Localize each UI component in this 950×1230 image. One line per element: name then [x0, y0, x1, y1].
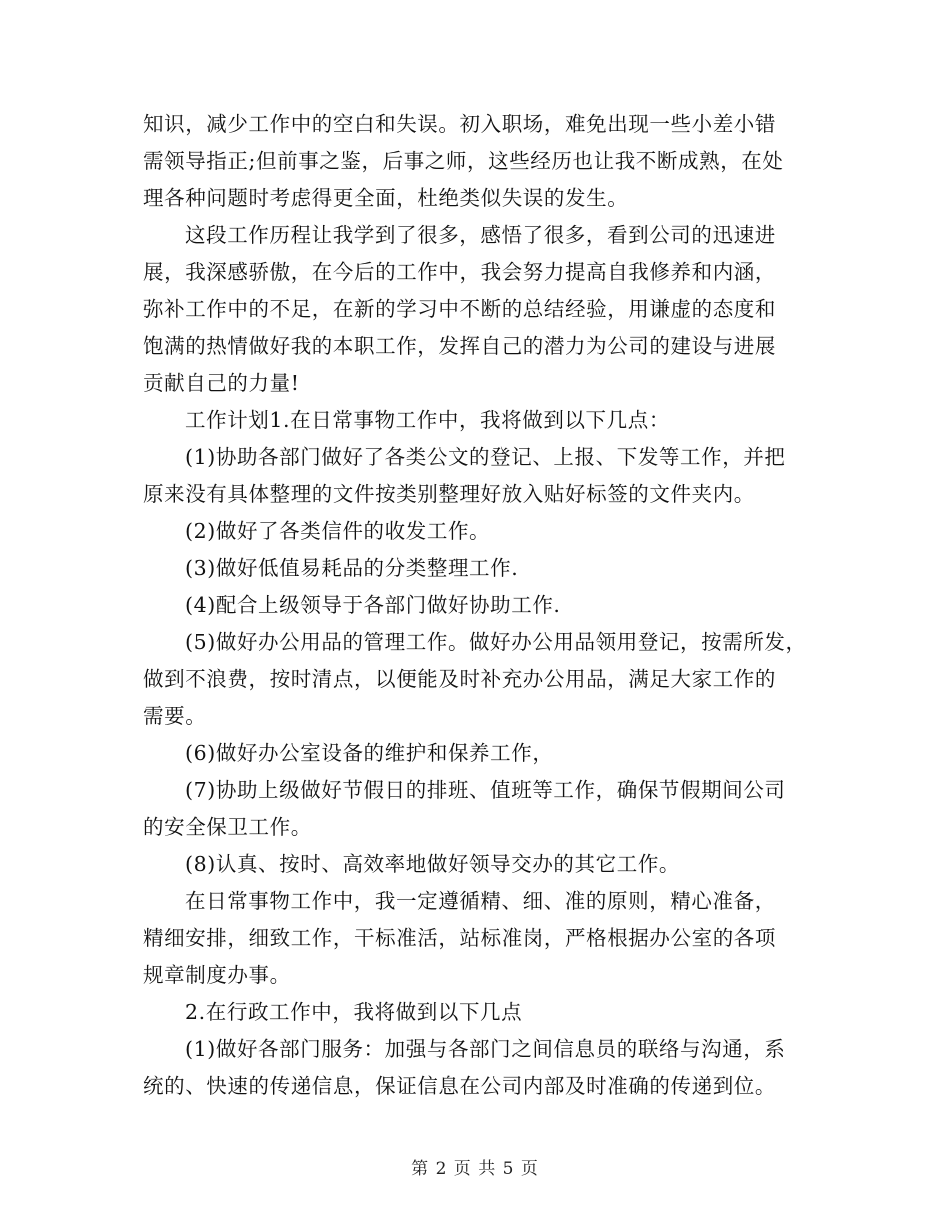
- text-line: 做到不浪费，按时清点，以便能及时补充办公用品，满足大家工作的: [143, 667, 776, 691]
- text-line: 贡献自己的力量!: [143, 371, 300, 395]
- text-line: 弥补工作中的不足，在新的学习中不断的总结经验，用谦虚的态度和: [143, 297, 776, 321]
- text-line: 的安全保卫工作。: [143, 815, 312, 839]
- text-line: 展，我深感骄傲，在今后的工作中，我会努力提高自我修养和内涵，: [143, 260, 776, 284]
- text-line: 工作计划1.在日常事物工作中，我将做到以下几点：: [185, 408, 670, 432]
- page-number-footer: 第 2 页 共 5 页: [411, 1159, 539, 1179]
- text-line: (2)做好了各类信件的收发工作。: [185, 519, 491, 543]
- text-line: (5)做好办公用品的管理工作。做好办公用品领用登记，按需所发，: [185, 630, 807, 654]
- text-line: (1)做好各部门服务：加强与各部门之间信息员的联络与沟通，系: [185, 1037, 786, 1061]
- text-line: 精细安排，细致工作，干标准活，站标准岗，严格根据办公室的各项: [143, 926, 776, 950]
- text-line: 理各种问题时考虑得更全面，杜绝类似失误的发生。: [143, 186, 629, 210]
- text-line: 统的、快速的传递信息，保证信息在公司内部及时准确的传递到位。: [143, 1074, 776, 1098]
- text-line: (7)协助上级做好节假日的排班、值班等工作，确保节假期间公司: [185, 778, 786, 802]
- text-line: 在日常事物工作中，我一定遵循精、细、准的原则，精心准备，: [185, 889, 776, 913]
- text-line: 饱满的热情做好我的本职工作，发挥自己的潜力为公司的建设与进展: [143, 334, 776, 358]
- document-body: [143, 106, 833, 1105]
- text-line: 需领导指正;但前事之鉴，后事之师，这些经历也让我不断成熟，在处: [143, 149, 784, 173]
- text-line: (4)配合上级领导于各部门做好协助工作.: [185, 593, 561, 617]
- text-line: (8)认真、按时、高效率地做好领导交办的其它工作。: [185, 852, 681, 876]
- text-line: 规章制度办事。: [143, 963, 291, 987]
- text-line: 原来没有具体整理的文件按类别整理好放入贴好标签的文件夹内。: [143, 482, 755, 506]
- text-line: (3)做好低值易耗品的分类整理工作.: [185, 556, 519, 580]
- text-line: 2.在行政工作中，我将做到以下几点: [185, 1000, 523, 1024]
- text-line: 需要。: [143, 704, 207, 728]
- text-line: (1)协助各部门做好了各类公文的登记、上报、下发等工作，并把: [185, 445, 786, 469]
- text-line: (6)做好办公室设备的维护和保养工作，: [185, 741, 554, 765]
- text-line: 知识，减少工作中的空白和失误。初入职场，难免出现一些小差小错: [143, 112, 776, 136]
- text-line: 这段工作历程让我学到了很多，感悟了很多，看到公司的迅速进: [185, 223, 776, 247]
